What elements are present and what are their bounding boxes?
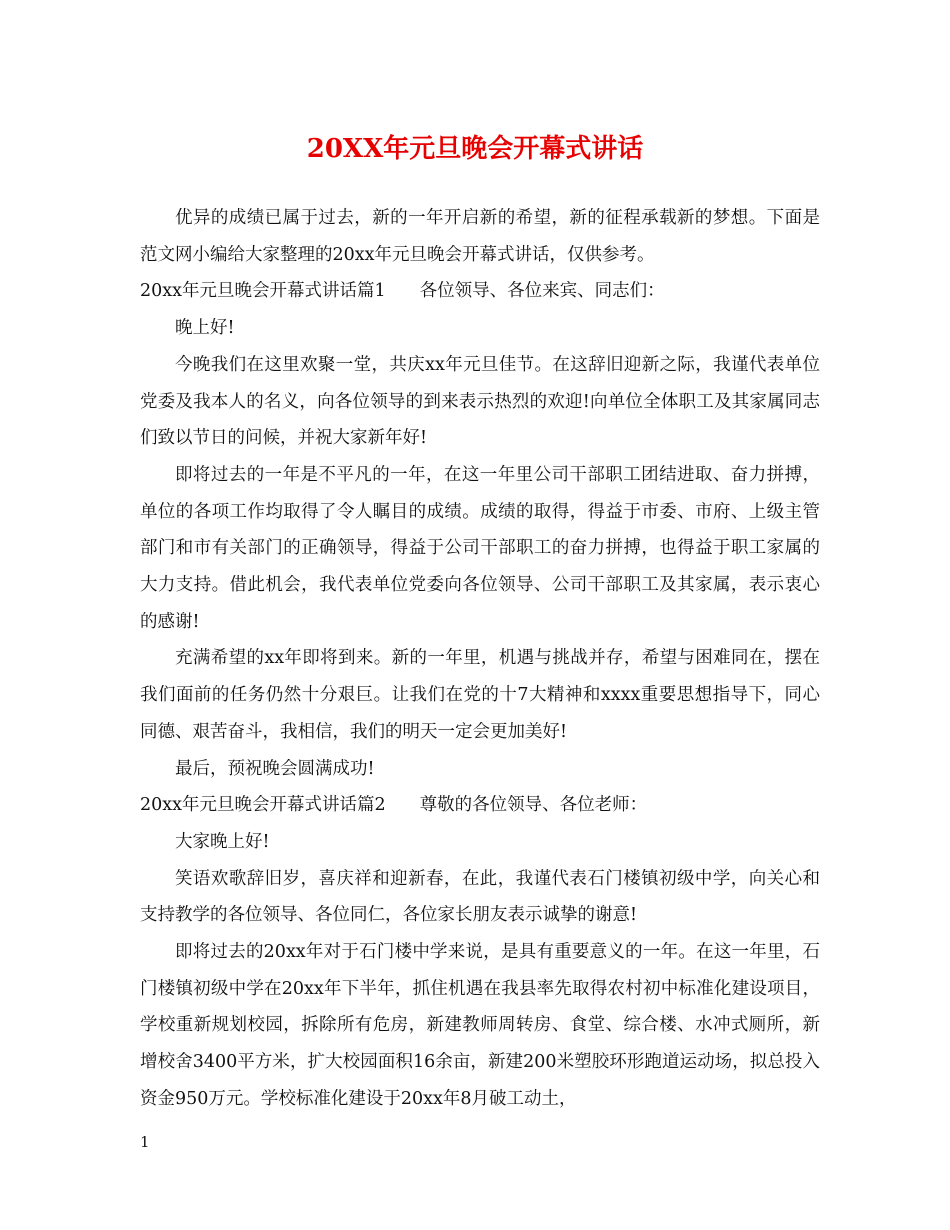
paragraph-body: 即将过去的一年是不平凡的一年，在这一年里公司干部职工团结进取、奋力拼搏，单位的各项工作均取得了令人瞩目的成绩。成绩的取得，得益于市委、市府、上级主管部门和市有关部门的正确领导，得益于公司干部职工的奋力拼搏，也得益于职工家属的大力支持。借此机会，我代表单位党委向各位领导、公司干部职工及其家属，表示衷心的感谢! xyxy=(140,464,820,632)
paragraph-body: 今晚我们在这里欢聚一堂，共庆xx年元旦佳节。在这辞旧迎新之际，我谨代表单位党委及我本人的名义，向各位领导的到来表示热烈的欢迎!向单位全体职工及其家属同志们致以节日的问候，并祝大家新年好! xyxy=(140,354,820,449)
section-heading-2 xyxy=(140,787,820,824)
paragraph-body: 充满希望的xx年即将到来。新的一年里，机遇与挑战并存，希望与困难同在，摆在我们面前的任务仍然十分艰巨。让我们在党的十7大精神和xxxx重要思想指导下，同心同德、艰苦奋斗，我相信，我们的明天一定会更加美好! xyxy=(140,648,820,742)
paragraph-greeting-1: 晚上好! xyxy=(175,318,235,339)
paragraph-body: 笑语欢歌辞旧岁，喜庆祥和迎新春，在此，我谨代表石门楼镇初级中学，向关心和支持教学的各位领导、各位同仁，各位家长朋友表示诚挚的谢意! xyxy=(140,868,820,926)
page-number: 1 xyxy=(140,1133,150,1151)
section-heading-1-title: 20xx年元旦晚会开幕式讲话篇1 xyxy=(140,281,386,302)
section-heading-1-salutation: 各位领导、各位来宾、同志们： xyxy=(419,281,665,302)
paragraph-body: 即将过去的20xx年对于石门楼中学来说，是具有重要意义的一年。在这一年里，石门楼镇初级中学在20xx年下半年，抓住机遇在我县率先取得农村初中标准化建设项目，学校重新规划校园，拆除所有危房，新建教师周转房、食堂、综合楼、水冲式厕所，新增校舍3400平方米，扩大校园面积16余亩，新建200米塑胶环形跑道运动场，拟总投入资金950万元。学校标准化建设于20xx年8月破工动土， xyxy=(140,942,820,1109)
section-heading-1 xyxy=(140,273,820,310)
paragraph-greeting-2: 大家晚上好! xyxy=(175,831,270,852)
document-body xyxy=(140,200,820,1118)
paragraph-closing-1: 最后，预祝晚会圆满成功! xyxy=(175,758,375,779)
section-heading-2-salutation: 尊敬的各位领导、各位老师： xyxy=(419,795,648,816)
paragraph-intro: 优异的成绩已属于过去，新的一年开启新的希望，新的征程承载新的梦想。下面是范文网小编给大家整理的20xx年元旦晚会开幕式讲话，仅供参考。 xyxy=(140,208,820,265)
section-heading-2-title: 20xx年元旦晚会开幕式讲话篇2 xyxy=(140,795,386,816)
document-title: 20XX年元旦晚会开幕式讲话 xyxy=(306,134,644,164)
